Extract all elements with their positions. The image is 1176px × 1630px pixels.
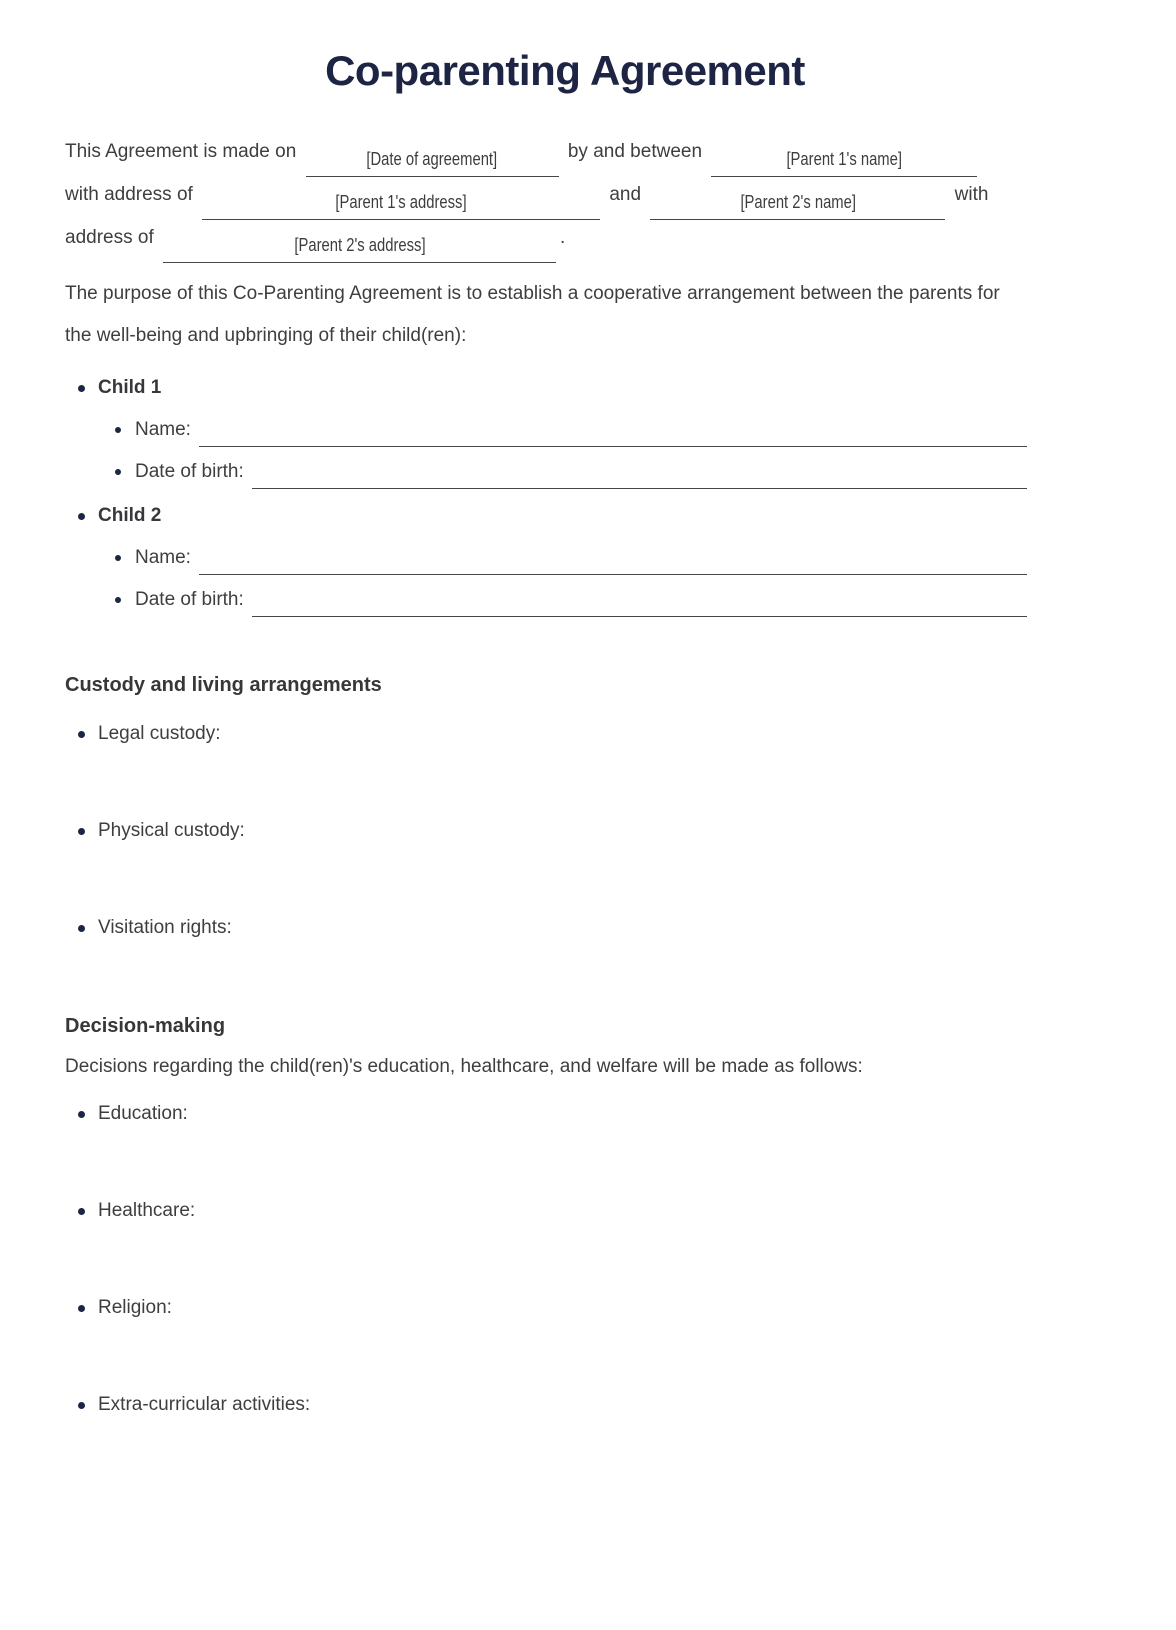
child-1-item (65, 375, 1027, 401)
bullet-icon (115, 555, 121, 561)
intro-text-6: address of (65, 227, 154, 248)
intro-text-5: with (954, 184, 989, 205)
purpose-paragraph: The purpose of this Co-Parenting Agreement is to establish a cooperative arrangement between the parents for the well-being and upbringing of their child(ren): (65, 283, 1000, 346)
child-2-dob-row (65, 587, 1027, 613)
child-2-name-fill-line[interactable] (199, 574, 1027, 575)
parent2-name-blank[interactable] (650, 192, 945, 220)
child-2-dob-label: Date of birth: (135, 589, 244, 610)
parent1-name-placeholder: [Parent 1's name] (786, 148, 903, 169)
child-1-dob-row (65, 459, 1027, 485)
date-of-agreement-blank[interactable] (306, 149, 559, 177)
legal-custody-label: Legal custody: (98, 723, 221, 744)
page-title: Co-parenting Agreement (325, 47, 805, 94)
bullet-icon (78, 731, 85, 738)
bullet-icon (78, 1111, 85, 1118)
custody-list (65, 721, 1027, 941)
extra-curricular-item (65, 1392, 1027, 1418)
religion-item (65, 1295, 1027, 1321)
date-of-agreement-placeholder: [Date of agreement] (366, 148, 498, 169)
parent1-address-blank[interactable] (202, 192, 600, 220)
bullet-icon (78, 925, 85, 932)
intro-text-1: This Agreement is made on (65, 141, 297, 162)
education-label: Education: (98, 1103, 188, 1124)
child-1-dob-fill-line[interactable] (252, 488, 1027, 489)
bullet-icon (78, 1402, 85, 1409)
decision-intro-paragraph: Decisions regarding the child(ren)'s education, healthcare, and welfare will be made as follows: (65, 1056, 863, 1077)
child-2-name-label: Name: (135, 547, 191, 568)
parent2-name-placeholder: [Parent 2's name] (740, 191, 856, 212)
physical-custody-label: Physical custody: (98, 820, 245, 841)
bullet-icon (78, 385, 85, 392)
legal-custody-item (65, 721, 1027, 747)
decision-section-heading: Decision-making (65, 1015, 226, 1037)
child-1-name-row (65, 417, 1027, 443)
parent1-name-blank[interactable] (711, 149, 977, 177)
parent2-address-placeholder: [Parent 2's address] (293, 234, 426, 255)
religion-label: Religion: (98, 1297, 172, 1318)
child-2-name-row (65, 545, 1027, 571)
intro-paragraph (65, 130, 1027, 259)
child-1-name-fill-line[interactable] (199, 446, 1027, 447)
intro-text-4: and (609, 184, 642, 205)
child-1-label: Child 1 (98, 377, 162, 398)
intro-period: . (560, 227, 566, 248)
child-1-dob-label: Date of birth: (135, 461, 244, 482)
child-2-item (65, 503, 1027, 529)
bullet-icon (78, 1305, 85, 1312)
intro-text-3: with address of (65, 184, 193, 205)
child-2-dob-fill-line[interactable] (252, 616, 1027, 617)
intro-text-2: by and between (567, 141, 703, 162)
parent2-address-blank[interactable] (163, 235, 556, 263)
children-list (65, 375, 1027, 613)
child-1-name-label: Name: (135, 419, 191, 440)
education-item (65, 1101, 1027, 1127)
bullet-icon (115, 597, 121, 603)
bullet-icon (78, 513, 85, 520)
bullet-icon (78, 828, 85, 835)
parent1-address-placeholder: [Parent 1's address] (335, 191, 467, 212)
healthcare-label: Healthcare: (98, 1200, 196, 1221)
bullet-icon (115, 427, 121, 433)
bullet-icon (78, 1208, 85, 1215)
child-2-label: Child 2 (98, 505, 162, 526)
decision-list (65, 1101, 1027, 1418)
bullet-icon (115, 469, 121, 475)
visitation-rights-label: Visitation rights: (98, 917, 232, 938)
extra-curricular-label: Extra-curricular activities: (98, 1394, 311, 1415)
visitation-rights-item (65, 915, 1027, 941)
physical-custody-item (65, 818, 1027, 844)
healthcare-item (65, 1198, 1027, 1224)
custody-section-heading: Custody and living arrangements (65, 674, 382, 696)
